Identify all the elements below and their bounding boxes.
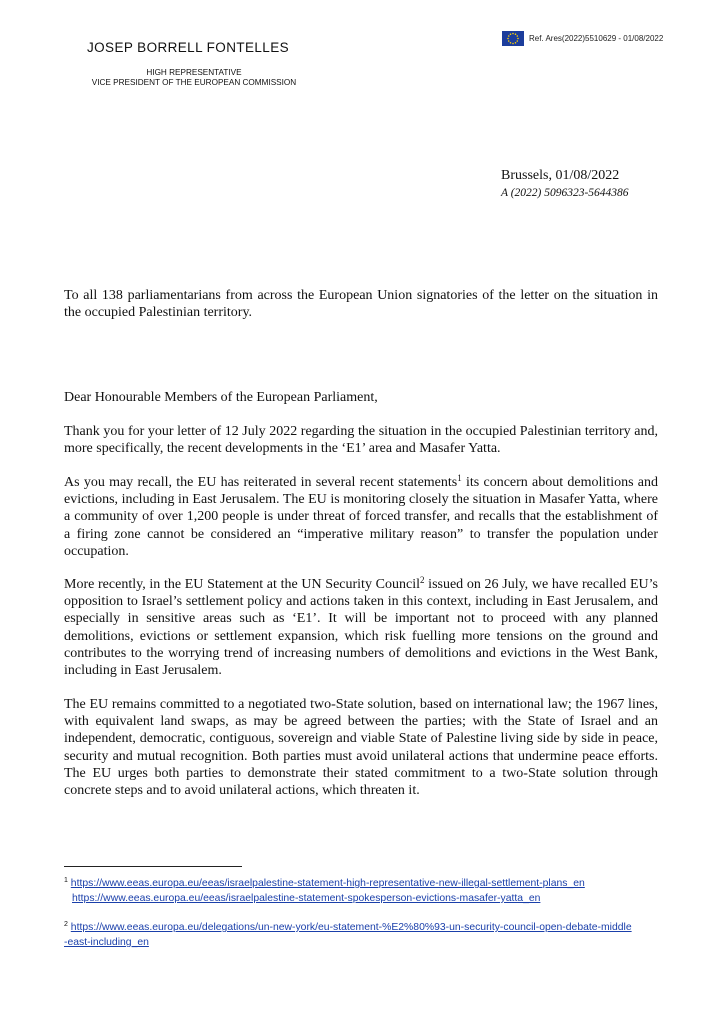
paragraph-2-text-b: its concern about demolitions and evictions, including in East Jerusalem. The EU is monitoring closely the situation in Masafer Yatta, where a community of over 1,200 people is under threat of forced transfer, and recalls that the establishment of a firing zone cannot be considered an “imperative military reason” to transfer the population under occupation. <box>64 475 659 559</box>
footnote-2-link[interactable]: https://www.eeas.europa.eu/delegations/un-new-york/eu-statement-%E2%80%93-un-security-council-open-debate-middle-east-including_en <box>64 922 632 948</box>
ares-stamp <box>502 31 663 46</box>
paragraph-2-text-a: As you may recall, the EU has reiterated in several recent statements <box>64 475 458 490</box>
footnote-1-number: 1 <box>64 877 68 884</box>
sender-title-line2: VICE PRESIDENT OF THE EUROPEAN COMMISSION <box>91 78 297 87</box>
eu-flag-icon <box>502 31 524 46</box>
document-reference: A (2022) 5096323-5644386 <box>501 187 629 199</box>
sender-block <box>85 40 297 87</box>
place-date: Brussels, 01/08/2022 <box>501 168 620 183</box>
paragraph-3-text-a: More recently, in the EU Statement at the UN Security Council <box>64 577 420 592</box>
paragraph-2 <box>64 474 658 560</box>
footnote-1 <box>64 876 664 906</box>
sender-title-line1: HIGH REPRESENTATIVE <box>146 68 242 77</box>
paragraph-4: The EU remains committed to a negotiated two-State solution, based on international law; the 1967 lines, with equivalent land swaps, as may be agreed between the parties; with the State of Israel and an independent, democratic, contiguous, sovereign and viable State of Palestine living side by side in peace, security and mutual recognition. Both parties must avoid unilateral actions that undermine peace efforts. The EU urges both parties to demonstrate their stated commitment to a two-State solution through concrete steps and to avoid unilateral actions, which threaten it. <box>64 697 658 799</box>
footnote-1-link-1[interactable]: https://www.eeas.europa.eu/eeas/israelpalestine-statement-high-representative-new-illegal-settlement-plans_en <box>70 878 585 889</box>
sender-title <box>85 68 303 88</box>
sender-name: JOSEP BORRELL FONTELLES <box>87 40 290 55</box>
footnote-1-link-2[interactable]: https://www.eeas.europa.eu/eeas/israelpalestine-statement-spokesperson-evictions-masafer-yatta_en <box>72 893 541 904</box>
paragraph-1: Thank you for your letter of 12 July 2022 regarding the situation in the occupied Palestinian territory and, more specifically, the recent developments in the ‘E1’ area and Masafer Yatta. <box>64 424 658 457</box>
paragraph-3-text-b: issued on 26 July, we have recalled EU’s opposition to Israel’s settlement policy and actions taken in this context, including in East Jerusalem, and especially in sensitive areas such as ‘E1’. It will be important not to proceed with any planned demolitions, evictions or settlement expansion, which risk fuelling more tensions on the ground and contributes to the worrying trend of increasing numbers of demolitions and evictions in the West Bank, including in East Jerusalem. <box>64 577 658 679</box>
addressee: To all 138 parliamentarians from across the European Union signatories of the letter on the situation in the occupied Palestinian territory. <box>64 288 658 321</box>
footnote-ref-2[interactable]: 2 <box>419 575 425 585</box>
footnote-divider <box>64 866 242 867</box>
salutation: Dear Honourable Members of the European Parliament, <box>64 390 378 405</box>
paragraph-3 <box>64 576 658 679</box>
footnote-ref-1[interactable]: 1 <box>457 473 462 483</box>
ares-reference: Ref. Ares(2022)5510629 - 01/08/2022 <box>529 34 664 43</box>
footnote-2-number: 2 <box>64 921 68 928</box>
footnote-2 <box>64 920 634 950</box>
